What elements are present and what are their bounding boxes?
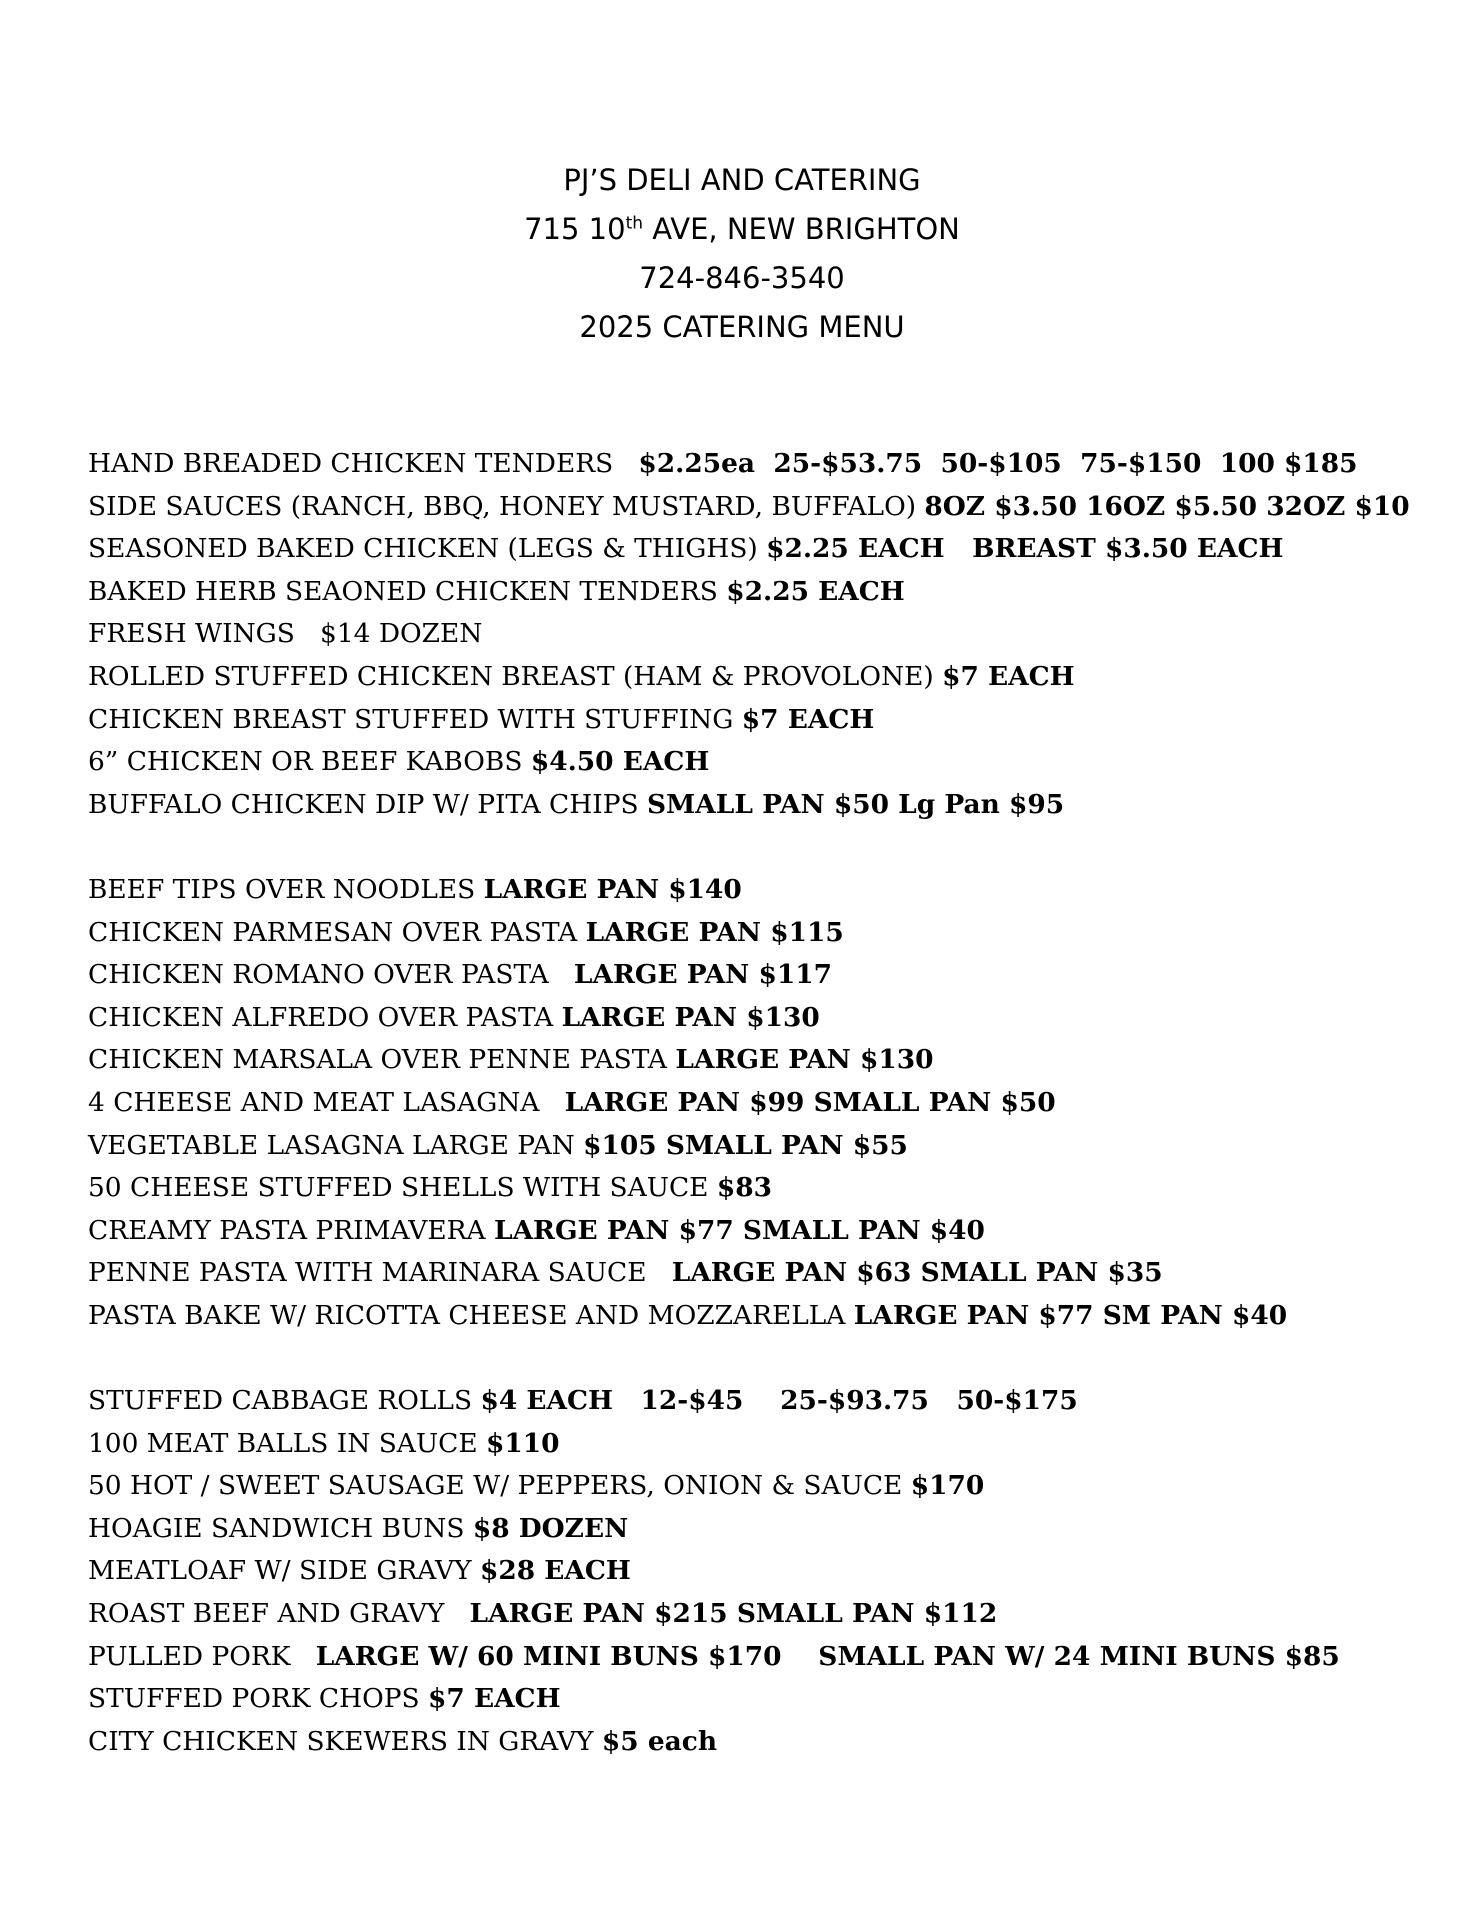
business-name: PJ’S DELI AND CATERING [563, 163, 921, 197]
menu-item [88, 699, 1468, 742]
menu-item [88, 1125, 1468, 1168]
item-price: LARGE PAN $63 SMALL PAN $35 [671, 1257, 1163, 1289]
menu-header [0, 156, 1484, 352]
item-price: $83 [716, 1172, 772, 1204]
item-name: VEGETABLE LASAGNA LARGE PAN [88, 1129, 584, 1161]
item-name: ROAST BEEF AND GRAVY [88, 1598, 470, 1630]
item-price: LARGE PAN $130 [561, 1001, 820, 1033]
menu-item [88, 443, 1468, 486]
item-name: HAND BREADED CHICKEN TENDERS [88, 448, 639, 479]
item-name: CREAMY PASTA PRIMAVERA [88, 1214, 494, 1246]
menu-section-meats [88, 1380, 1468, 1763]
item-name: PULLED PORK [88, 1640, 316, 1672]
menu-item [88, 528, 1468, 571]
item-price: $2.25ea 25-$53.75 50-$105 75-$150 100 $185 [638, 448, 1358, 479]
item-price: $105 SMALL PAN $55 [583, 1129, 908, 1161]
menu-item [88, 741, 1468, 784]
menu-item [88, 784, 1468, 827]
item-name: FRESH WINGS $14 DOZEN [88, 618, 483, 650]
address-number: 715 10 [524, 212, 626, 246]
item-name: 6” CHICKEN OR BEEF KABOBS [88, 746, 531, 778]
menu-section-chicken [88, 443, 1468, 826]
item-price: $28 EACH [479, 1555, 631, 1587]
menu-item [88, 1167, 1468, 1210]
menu-section-pasta [88, 869, 1468, 1338]
item-price: LARGE PAN $77 SMALL PAN $40 [494, 1214, 985, 1246]
menu-item [88, 1593, 1468, 1636]
menu-item [88, 571, 1468, 614]
menu-title: 2025 CATERING MENU [579, 310, 905, 344]
menu-item [88, 1465, 1468, 1508]
menu-item [88, 1210, 1468, 1253]
address-street-city: AVE, NEW BRIGHTON [643, 212, 960, 246]
item-name: SIDE SAUCES (RANCH, BBQ, HONEY MUSTARD, BUFFALO) [88, 490, 925, 522]
item-name: PASTA BAKE W/ RICOTTA CHEESE AND MOZZARELLA [88, 1299, 854, 1331]
phone-number: 724-846-3540 [639, 261, 845, 295]
item-name: 50 HOT / SWEET SAUSAGE W/ PEPPERS, ONION & SAUCE [88, 1470, 911, 1502]
menu-item [88, 1380, 1468, 1423]
menu-item [88, 1636, 1468, 1679]
item-name: 50 CHEESE STUFFED SHELLS WITH SAUCE [88, 1172, 717, 1204]
item-price: $170 [910, 1470, 985, 1502]
item-name: PENNE PASTA WITH MARINARA SAUCE [88, 1257, 672, 1289]
item-price: $5 each [601, 1725, 718, 1757]
item-price: $110 [486, 1427, 560, 1459]
item-price: 8OZ $3.50 16OZ $5.50 32OZ $10 [924, 490, 1410, 522]
item-price: $2.25 EACH [726, 575, 905, 607]
item-price: LARGE PAN $140 [483, 873, 742, 905]
item-price: LARGE PAN $130 [675, 1044, 934, 1076]
section-spacer [88, 1337, 1468, 1380]
item-name: MEATLOAF W/ SIDE GRAVY [88, 1555, 480, 1587]
item-price: LARGE PAN $99 SMALL PAN $50 [564, 1086, 1056, 1118]
item-name: STUFFED PORK CHOPS [88, 1683, 428, 1715]
item-name: CHICKEN ROMANO OVER PASTA [88, 959, 574, 991]
item-name: BAKED HERB SEAONED CHICKEN TENDERS [88, 575, 727, 607]
item-name: STUFFED CABBAGE ROLLS [88, 1385, 481, 1417]
menu-item [88, 486, 1468, 529]
item-price: $7 EACH [741, 703, 875, 735]
item-name: 4 CHEESE AND MEAT LASAGNA [88, 1086, 565, 1118]
address-ordinal-suffix: th [625, 213, 644, 234]
menu-item [88, 1550, 1468, 1593]
item-price: $2.25 EACH BREAST $3.50 EACH [766, 533, 1284, 565]
menu-item [88, 1295, 1468, 1338]
item-name: BUFFALO CHICKEN DIP W/ PITA CHIPS [88, 788, 647, 820]
menu-list [88, 443, 1468, 1763]
section-spacer [88, 826, 1468, 869]
item-name: BEEF TIPS OVER NOODLES [88, 873, 484, 905]
item-price: LARGE PAN $117 [573, 959, 833, 991]
item-name: CHICKEN BREAST STUFFED WITH STUFFING [88, 703, 742, 735]
menu-item [88, 656, 1468, 699]
menu-item [88, 1508, 1468, 1551]
item-price: LARGE PAN $115 [585, 916, 844, 948]
business-address [0, 205, 1484, 254]
menu-item [88, 997, 1468, 1040]
menu-item [88, 954, 1468, 997]
menu-item [88, 1423, 1468, 1466]
item-price: $7 EACH [942, 660, 1075, 692]
item-price: LARGE PAN $77 SM PAN $40 [853, 1299, 1288, 1331]
item-name: ROLLED STUFFED CHICKEN BREAST (HAM & PROVOLONE) [88, 660, 943, 692]
menu-item [88, 869, 1468, 912]
item-name: CHICKEN MARSALA OVER PENNE PASTA [88, 1044, 676, 1076]
menu-item [88, 912, 1468, 955]
item-name: SEASONED BAKED CHICKEN (LEGS & THIGHS) [88, 533, 767, 565]
item-name: CITY CHICKEN SKEWERS IN GRAVY [88, 1725, 602, 1757]
item-price: $4 EACH 12-$45 25-$93.75 50-$175 [480, 1385, 1078, 1417]
item-name: 100 MEAT BALLS IN SAUCE [88, 1427, 486, 1459]
menu-item [88, 1721, 1468, 1764]
item-price: $8 DOZEN [472, 1512, 629, 1544]
menu-item [88, 1082, 1468, 1125]
item-price: SMALL PAN $50 Lg Pan $95 [646, 788, 1065, 820]
menu-item [88, 613, 1468, 656]
item-name: CHICKEN ALFREDO OVER PASTA [88, 1001, 562, 1033]
item-price: $4.50 EACH [530, 746, 710, 778]
menu-item [88, 1252, 1468, 1295]
item-price: LARGE PAN $215 SMALL PAN $112 [469, 1598, 998, 1630]
item-name: HOAGIE SANDWICH BUNS [88, 1512, 473, 1544]
menu-item [88, 1678, 1468, 1721]
item-name: CHICKEN PARMESAN OVER PASTA [88, 916, 586, 948]
item-price: LARGE W/ 60 MINI BUNS $170 SMALL PAN W/ 24 MINI BUNS $85 [315, 1640, 1340, 1672]
menu-item [88, 1039, 1468, 1082]
item-price: $7 EACH [428, 1683, 561, 1715]
